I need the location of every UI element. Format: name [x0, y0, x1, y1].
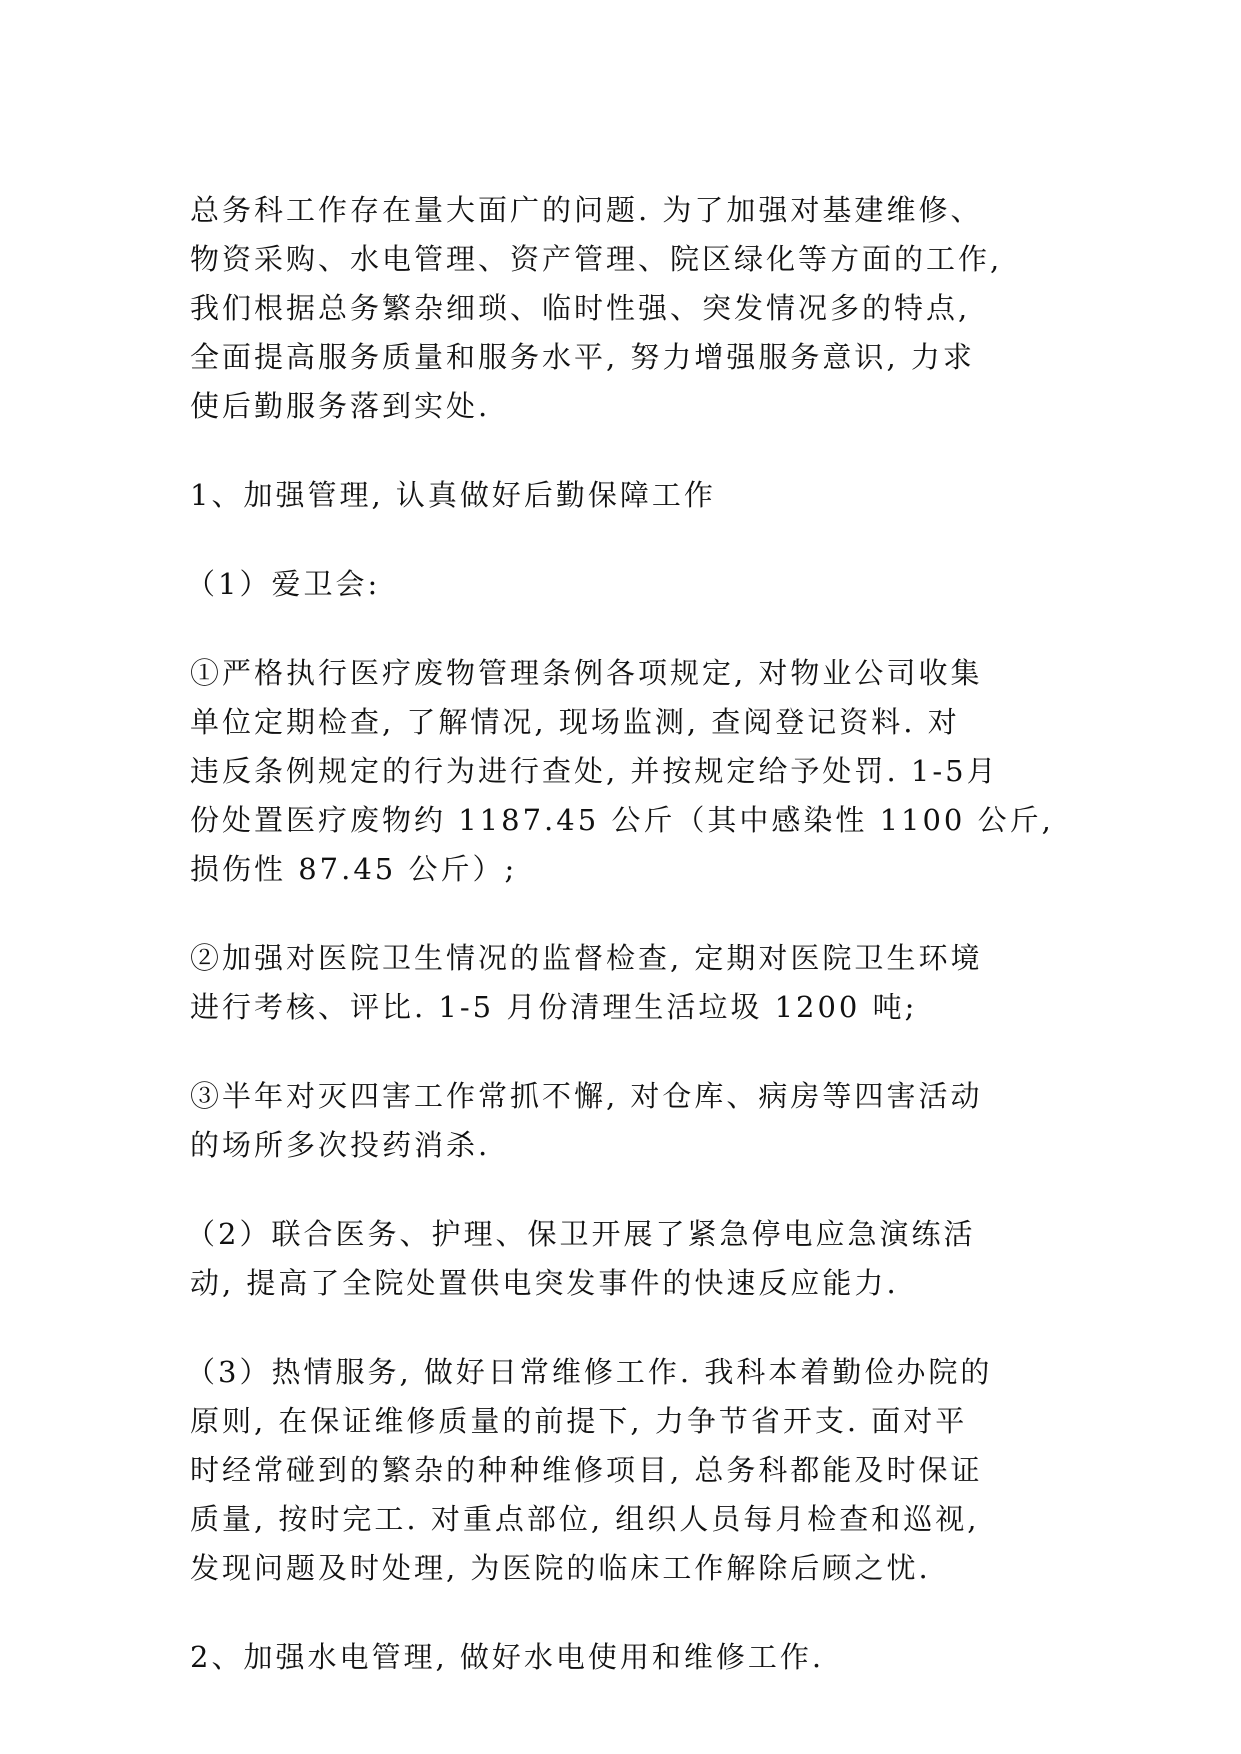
text-line: 时经常碰到的繁杂的种种维修项目, 总务科都能及时保证 [190, 1453, 983, 1487]
text-line: 我们根据总务繁杂细琐、临时性强、突发情况多的特点, [190, 291, 971, 325]
section-heading-1 [190, 471, 1070, 520]
text-line: （3）热情服务, 做好日常维修工作. 我科本着勤俭办院的 [186, 1355, 993, 1389]
text-line: 物资采购、水电管理、资产管理、院区绿化等方面的工作, [190, 242, 1003, 276]
text-line: 全面提高服务质量和服务水平, 努力增强服务意识, 力求 [190, 340, 975, 374]
text-line: （2）联合医务、护理、保卫开展了紧急停电应急演练活 [186, 1217, 976, 1251]
subsection-heading-1 [186, 560, 1070, 609]
text-line: 1、加强管理, 认真做好后勤保障工作 [190, 478, 716, 512]
intro-paragraph [190, 186, 1070, 431]
item-paragraph-1 [190, 649, 1070, 894]
text-line: 使后勤服务落到实处. [190, 389, 491, 423]
subsection-paragraph-3 [186, 1348, 1070, 1593]
text-line: 动, 提高了全院处置供电突发事件的快速反应能力. [190, 1266, 899, 1300]
text-line: 发现问题及时处理, 为医院的临床工作解除后顾之忧. [190, 1551, 931, 1585]
section-heading-2 [190, 1633, 1070, 1682]
text-line: 总务科工作存在量大面广的问题. 为了加强对基建维修、 [190, 193, 983, 227]
item-paragraph-3 [190, 1072, 1070, 1170]
text-line: 份处置医疗废物约 1187.45 公斤（其中感染性 1100 公斤, [190, 803, 1054, 837]
text-line: 质量, 按时完工. 对重点部位, 组织人员每月检查和巡视, [190, 1502, 980, 1536]
text-line: ③半年对灭四害工作常抓不懈, 对仓库、病房等四害活动 [190, 1079, 983, 1113]
text-line: ①严格执行医疗废物管理条例各项规定, 对物业公司收集 [190, 656, 983, 690]
text-line: （1）爱卫会: [186, 567, 381, 601]
text-line: 单位定期检查, 了解情况, 现场监测, 查阅登记资料. 对 [190, 705, 960, 739]
subsection-paragraph-2 [186, 1210, 1070, 1308]
text-line: 进行考核、评比. 1-5 月份清理生活垃圾 1200 吨; [190, 990, 918, 1024]
document-page [186, 186, 1070, 1722]
text-line: 违反条例规定的行为进行查处, 并按规定给予处罚. 1-5月 [190, 754, 999, 788]
text-line: 损伤性 87.45 公斤）; [190, 852, 518, 886]
text-line: ②加强对医院卫生情况的监督检查, 定期对医院卫生环境 [190, 941, 983, 975]
item-paragraph-2 [190, 934, 1070, 1032]
text-line: 原则, 在保证维修质量的前提下, 力争节省开支. 面对平 [190, 1404, 968, 1438]
text-line: 的场所多次投药消杀. [190, 1128, 491, 1162]
text-line: 2、加强水电管理, 做好水电使用和维修工作. [190, 1640, 825, 1674]
